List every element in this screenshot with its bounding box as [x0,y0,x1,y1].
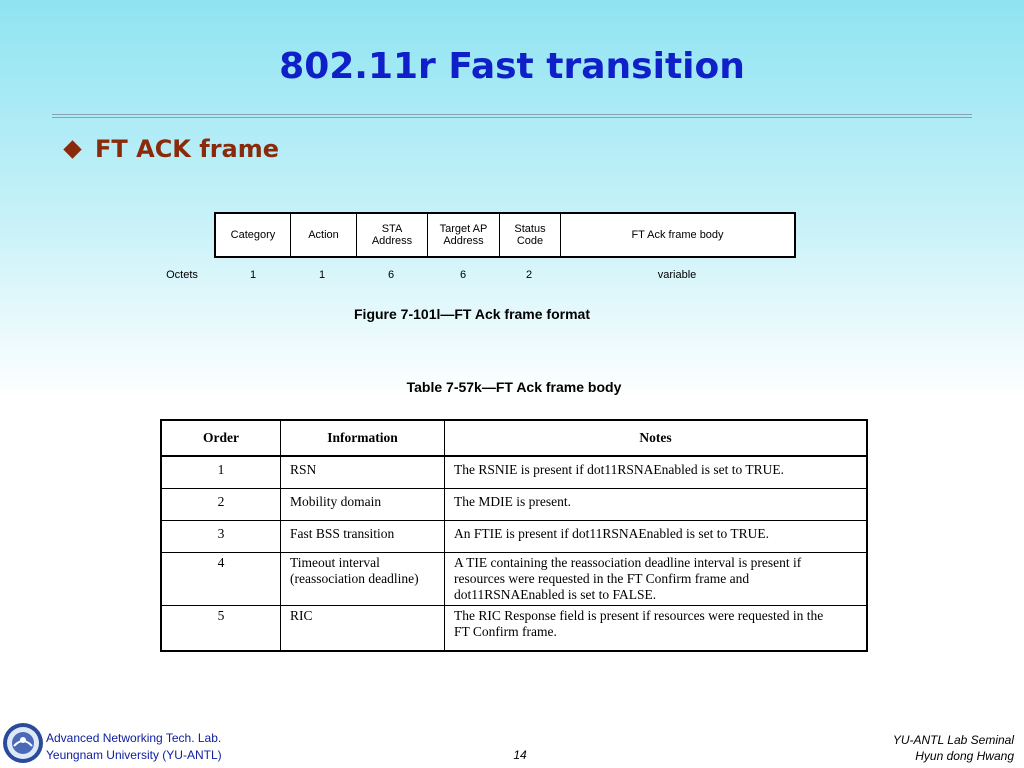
university-seal-logo [2,722,44,764]
table-row [161,456,867,489]
table-row [161,489,867,521]
field-category: Category [216,214,291,256]
cell-notes: A TIE containing the reassociation deadline interval is present if resources were requested in the FT Confirm frame and dot11RSNAEnabled is set to FALSE. [445,553,868,606]
cell-order: 1 [161,456,281,489]
cell-notes: The MDIE is present. [445,489,868,521]
page-number: 14 [513,748,527,762]
table-caption: Table 7-57k—FT Ack frame body [406,379,622,395]
cell-information: Fast BSS transition [281,521,445,553]
header-order: Order [161,420,281,456]
title-divider [52,114,972,115]
cell-order: 2 [161,489,281,521]
octet-size: 1 [249,269,257,281]
title-divider [52,117,972,118]
bullet-text: FT ACK frame [95,135,280,163]
footer-university: Yeungnam University (YU-ANTL) [46,748,222,762]
header-notes: Notes [445,420,868,456]
octet-size: 1 [318,269,326,281]
cell-information: RSN [281,456,445,489]
cell-information: Timeout interval (reassociation deadline) [281,553,445,606]
slide-title: 802.11r Fast transition [279,46,745,87]
cell-information: RIC [281,606,445,652]
bullet-item [66,135,279,163]
cell-information: Mobility domain [281,489,445,521]
octet-size: 2 [525,269,533,281]
cell-notes: The RSNIE is present if dot11RSNAEnabled is set to TRUE. [445,456,868,489]
field-action: Action [291,214,357,256]
octet-size: variable [657,269,697,281]
field-sta-address: STA Address [357,214,428,256]
header-information: Information [281,420,445,456]
cell-notes: The RIC Response field is present if resources were requested in the FT Confirm frame. [445,606,868,652]
octets-row [0,269,1024,283]
field-target-ap-address: Target AP Address [428,214,500,256]
frame-format-diagram [214,212,796,258]
octet-size: 6 [459,269,467,281]
footer-lab-name: Advanced Networking Tech. Lab. [46,731,222,745]
footer-seminar: YU-ANTL Lab Seminal [892,733,1014,747]
field-status-code: Status Code [500,214,561,256]
cell-notes: An FTIE is present if dot11RSNAEnabled is set to TRUE. [445,521,868,553]
table-header-row [161,420,867,456]
table-row [161,553,867,606]
diamond-bullet-icon [63,140,81,158]
frame-body-table [160,419,868,652]
octets-label: Octets [166,269,198,281]
table-row [161,521,867,553]
octet-size: 6 [387,269,395,281]
cell-order: 4 [161,553,281,606]
field-ft-ack-frame-body: FT Ack frame body [631,229,724,241]
footer-presenter: Hyun dong Hwang [915,749,1014,763]
table-row [161,606,867,652]
cell-order: 5 [161,606,281,652]
figure-caption: Figure 7-101l—FT Ack frame format [354,306,590,322]
cell-order: 3 [161,521,281,553]
